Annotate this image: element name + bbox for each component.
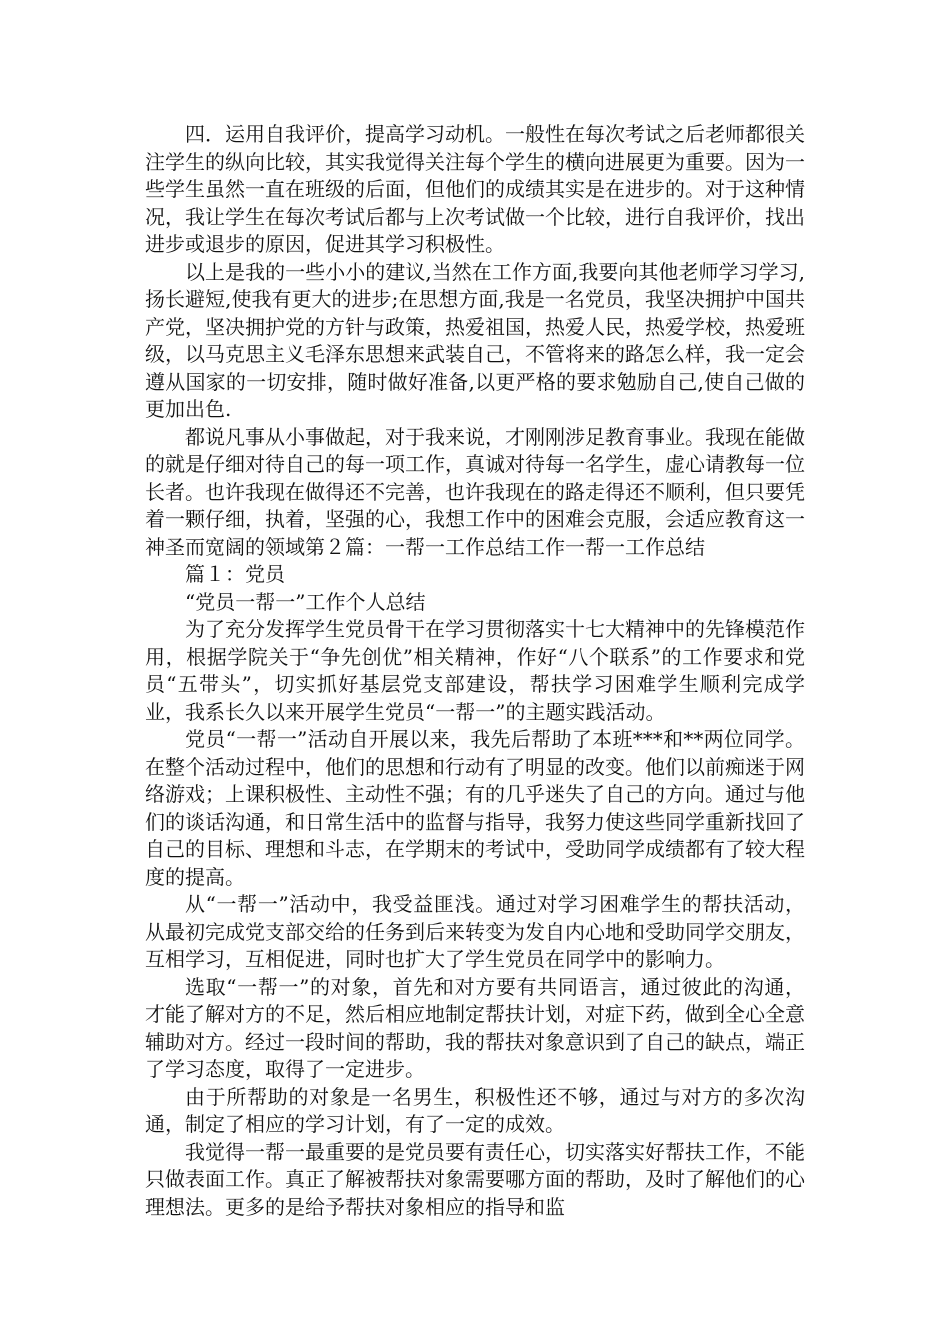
paragraph-purpose: 为了充分发挥学生党员骨干在学习贯彻落实十七大精神中的先锋模范作用，根据学院关于“争先创优”相关精神，作好“八个联系”的工作要求和党员“五带头”，切实抓好基层党支部建设，帮扶学习困难学生顺利完成学业，我系长久以来开展学生党员“一帮一”的主题实践活动。	[145, 617, 805, 724]
section-heading: 篇１：党员	[185, 562, 285, 586]
paragraph-small-things: 都说凡事从小事做起，对于我来说，才刚刚涉足教育事业。我现在能做的就是仔细对待自己的每一项工作，真诚对待每一名学生，虚心请教每一位长者。也许我现在做得还不完善，也许我现在的路走得还不顺利，但只要凭着一颗仔细，执着，坚强的心，我想工作中的困难会克服，会适应教育这一神圣而宽阔的领域第２篇：一帮一工作总结工作一帮一工作总结	[145, 424, 805, 559]
paragraph-male-student: 由于所帮助的对象是一名男生，积极性还不够，通过与对方的多次沟通，制定了相应的学习计划，有了一定的成效。	[145, 1084, 805, 1136]
paragraph-self-evaluation: 四．运用自我评价，提高学习动机。一般性在每次考试之后老师都很关注学生的纵向比较，其实我觉得关注每个学生的横向进展更为重要。因为一些学生虽然一直在班级的后面，但他们的成绩其实是在进步的。对于这种情况，我让学生在每次考试后都与上次考试做一个比较，进行自我评价，找出进步或退步的原因，促进其学习积极性。	[145, 122, 805, 256]
document-body	[145, 121, 805, 1221]
paragraph-benefit: 从“一帮一”活动中，我受益匪浅。通过对学习困难学生的帮扶活动，从最初完成党支部交给的任务到后来转变为发自内心地和受助同学交朋友，互相学习，互相促进，同时也扩大了学生党员在同学中的影响力。	[145, 892, 805, 971]
paragraph-responsibility: 我觉得一帮一最重要的是党员要有责任心，切实落实好帮扶工作，不能只做表面工作。真正了解被帮扶对象需要哪方面的帮助，及时了解他们的心理想法。更多的是给予帮扶对象相应的指导和监	[145, 1139, 805, 1219]
paragraph-selection: 选取“一帮一”的对象，首先和对方要有共同语言，通过彼此的沟通，才能了解对方的不足，然后相应地制定帮扶计划，对症下药，做到全心全意辅助对方。经过一段时间的帮助，我的帮扶对象意识到了自己的缺点，端正了学习态度，取得了一定进步。	[145, 974, 805, 1081]
paragraph-suggestions: 以上是我的一些小小的建议,当然在工作方面,我要向其他老师学习学习,扬长避短,使我有更大的进步;在思想方面,我是一名党员，我坚决拥护中国共产党，坚决拥护党的方针与政策，热爱祖国，热爱人民，热爱学校，热爱班级，以马克思主义毛泽东思想来武装自己，不管将来的路怎么样，我一定会遵从国家的一切安排，随时做好准备,以更严格的要求勉励自己,使自己做的更加出色.	[145, 259, 805, 421]
section-title: “党员一帮一”工作个人总结	[185, 589, 426, 614]
paragraph-activity: 党员“一帮一”活动自开展以来，我先后帮助了本班***和**两位同学。在整个活动过程中，他们的思想和行动有了明显的改变。他们以前痴迷于网络游戏；上课积极性、主动性不强；有的几乎迷失了自己的方向。通过与他们的谈话沟通，和日常生活中的监督与指导，我努力使这些同学重新找回了自己的目标、理想和斗志，在学期末的考试中，受助同学成绩都有了较大程度的提高。	[145, 727, 805, 889]
